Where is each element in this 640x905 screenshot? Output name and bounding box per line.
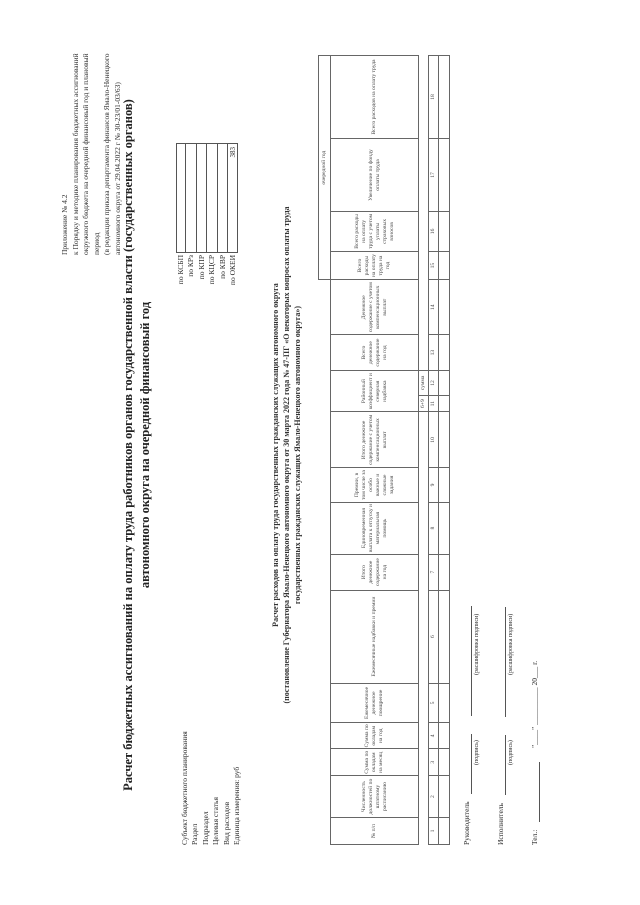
signature-block [462,445,564,845]
sign-caption: (подпись) [508,740,514,765]
column-number: 4 [429,723,439,749]
subtitle-line: Расчет расходов на оплату труда государственных гражданских служащих автономного округа [271,283,280,627]
param-label: Раздел [190,823,200,845]
data-cell [439,723,450,749]
code-value [197,143,207,253]
params-list [180,585,242,845]
sub-header: 6+9 [419,395,429,412]
header-cell: № п/п [331,818,419,845]
data-cell [439,251,450,280]
header-cell: Итого денежное содержание на год [331,554,419,590]
header-cell: Всего расходы на оплату труда на год [331,251,419,280]
sign-caption: (подпись) [474,740,480,765]
header-cell: Сумма по окладам на год [331,723,419,749]
column-number: 6 [429,590,439,683]
header-cell: Ежемесячные надбавки и премии [331,590,419,683]
header-cell: Денежное содержание с учетом компенсационных выплат [331,280,419,335]
data-cell [439,683,450,723]
code-value [218,143,228,253]
signature-row-head [462,445,496,845]
phone-line [531,762,540,822]
column-number: 16 [429,212,439,252]
data-cell [439,335,450,371]
header-cell: Премии, в том числе за особо важные и сложные задания [331,468,419,502]
code-label: по КПР [196,255,206,280]
table-row [439,56,450,845]
header-cell: Всего расходов на оплату труда [331,56,419,139]
code-value [207,143,217,253]
header-cell: Численность должностей по штатному расписанию [331,776,419,818]
header-cell: Районный коэффициент и северная надбавка [331,371,419,412]
data-cell [439,280,450,335]
sub-header: сумма [419,371,429,396]
table-row [429,56,439,845]
column-number: 8 [429,502,439,554]
param-label: Субъект бюджетного планирования [180,731,189,845]
header-cell: Всего расходы на оплату труда с учетом уплаты страховых взносов [331,212,419,252]
column-number: 2 [429,776,439,818]
column-number: 17 [429,139,439,212]
signature-row-phone [530,445,564,845]
code-value [186,143,196,253]
annex-line: период [91,232,101,255]
name-caption: (расшифровка подписи) [474,613,480,675]
header-cell: Единовременная выплата к отпуску и материальная помощь [331,502,419,554]
data-cell [439,554,450,590]
annex-header [60,15,123,255]
data-cell [439,412,450,468]
annex-line: (в редакции приказа департамента финансов Ямало-Ненецкого [102,53,111,255]
column-number: 7 [429,554,439,590]
param-label: Единица измерения: руб [232,766,242,845]
data-cell [439,212,450,252]
column-number: 9 [429,468,439,502]
param-label: Подраздел [200,811,210,845]
column-number: 11 [429,395,439,412]
code-label: по КВР [217,255,227,279]
header-cell: Ежемесячное денежное поощрение [331,683,419,723]
phone-label: Тел.: [530,829,539,845]
data-cell [439,590,450,683]
calculation-table [318,55,450,845]
code-value: 383 [228,143,238,253]
executor-label: Исполнитель [496,803,505,845]
table-row [419,56,429,845]
column-number: 13 [429,335,439,371]
table-row [319,56,331,845]
header-cell: Итого денежное содержание с учетом компенсационных выплат [331,412,419,468]
head-label: Руководитель [462,801,471,845]
signature-line [497,735,506,795]
table-row [331,56,419,845]
title-line: Расчет бюджетных ассигнований на оплату труда работников органов государственной власти (государственных органов) [121,99,135,791]
column-number: 18 [429,56,439,139]
table-spacer [319,280,331,845]
code-value [176,143,186,253]
code-label: по КЦСР [207,255,217,285]
code-label: по КСБП [176,255,185,285]
data-cell [439,56,450,139]
name-caption: (расшифровка подписи) [508,613,514,675]
header-cell: Сумма по окладам на месяц [331,749,419,776]
data-cell [439,818,450,845]
year-header: очередной год [319,56,331,280]
data-cell [439,139,450,212]
document-title [120,45,154,845]
annex-line: окружного бюджета на очередной финансовый год и плановый [81,53,90,255]
date-field: "____" __________ 20___ г. [530,660,539,748]
signature-line [463,734,472,794]
data-cell [439,776,450,818]
subtitle-line: (постановление Губернатора Ямало-Ненецкого автономного округа от 30 марта 2022 года № 47-ПГ «О некоторых вопросах оплаты труда [282,206,291,704]
column-number: 12 [429,371,439,396]
column-number: 5 [429,683,439,723]
param-label: Целевая статья [211,797,221,845]
column-number: 1 [429,818,439,845]
signature-row-executor [496,445,530,845]
column-number: 15 [429,251,439,280]
header-cell: Всего денежное содержание на год [331,335,419,371]
annex-line: автономного округа от 29.04.2022 г № 30-23/01-03/63) [112,82,122,255]
title-line: автономного округа на очередной финансовый год [138,301,152,589]
code-label: по КРз [186,255,196,277]
table-spacer [419,56,429,371]
code-labels [176,255,238,335]
annex-line: Приложение № 4.2 [60,194,69,255]
subtitle-line: государственных гражданских служащих Ямало-Ненецкого автономного округа») [293,305,302,605]
column-number: 3 [429,749,439,776]
column-number: 10 [429,412,439,468]
code-box [176,143,238,253]
data-cell [439,749,450,776]
data-cell [439,395,450,412]
data-cell [439,502,450,554]
header-cell: Увеличение по фонду оплаты труда [331,139,419,212]
column-number: 14 [429,280,439,335]
code-label: по ОКЕИ [228,255,238,286]
table-spacer [419,412,429,845]
signature-line [463,606,472,716]
param-label: Вид расходов [221,801,231,845]
signature-line [497,607,506,717]
annex-line: к Порядку и методике планирования бюджетных ассигнований [70,53,80,255]
table-subtitle [270,135,303,775]
data-cell [439,468,450,502]
data-cell [439,371,450,396]
